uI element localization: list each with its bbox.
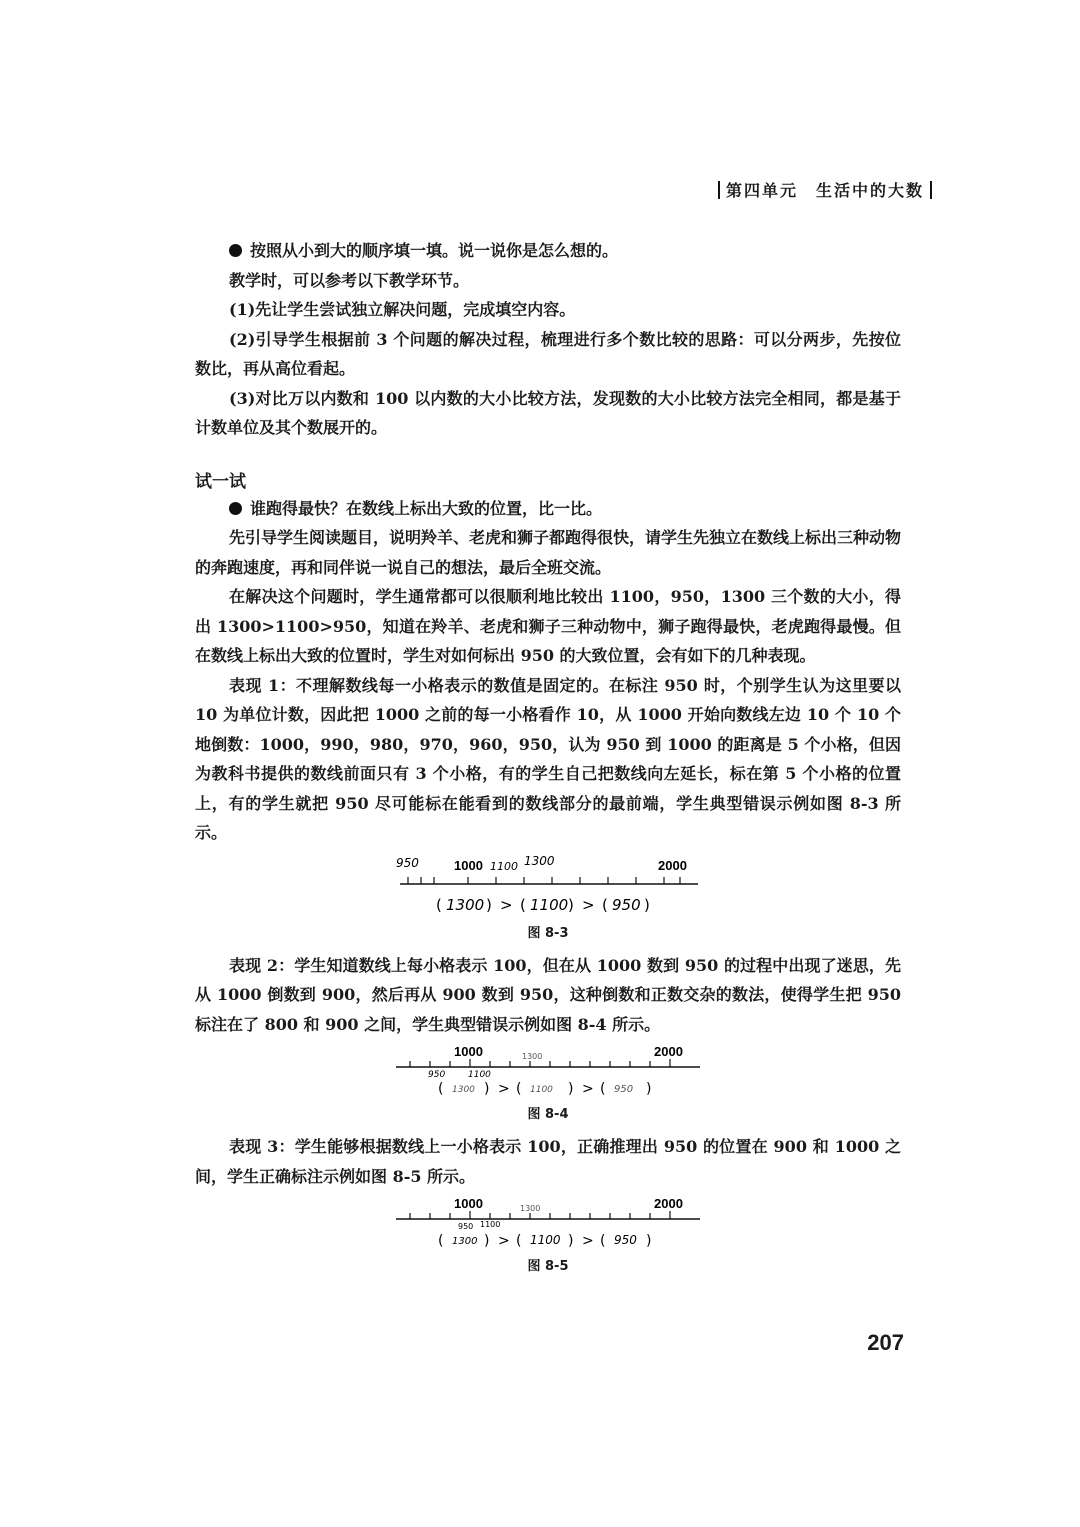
mark-1100: 1100	[468, 1070, 491, 1080]
number-line-8-4	[388, 1045, 708, 1101]
answer-second: 1100	[530, 1233, 561, 1247]
number-line-8-3	[388, 854, 708, 920]
section1-para-3: (2)引导学生根据前 3 个问题的解决过程，梳理进行多个数比较的思路：可以分两步，先按位数比，再从高位看起。	[195, 329, 901, 378]
paren-close-3: )	[644, 895, 650, 914]
paren-open-2: (	[516, 1081, 522, 1097]
paren-close-1: )	[484, 1233, 490, 1249]
answer-second: 1100	[530, 895, 569, 914]
tick-marks	[408, 877, 680, 884]
paren-close-3: )	[646, 1081, 652, 1097]
section1-bullet-text: 按照从小到大的顺序填一填。说一说你是怎么想的。	[250, 241, 619, 260]
mark-1100: 1100	[490, 859, 518, 873]
header-right-bar	[930, 181, 932, 199]
figure-8-5	[195, 1197, 901, 1274]
section1-para-4: (3)对比万以内数和 100 以内数的大小比较方法，发现数的大小比较方法完全相同，都是基于计数单位及其个数展开的。	[195, 388, 901, 437]
section2-bullet-text: 谁跑得最快？在数线上标出大致的位置，比一比。	[250, 498, 603, 518]
paren-open-1: (	[438, 1081, 444, 1097]
figure-8-3	[195, 854, 901, 941]
header-unit: 第四单元	[725, 181, 798, 200]
page-content	[195, 236, 901, 1284]
answer-first: 1300	[452, 1085, 475, 1095]
mark-1300: 1300	[522, 1052, 543, 1061]
paren-open-1: (	[436, 895, 442, 914]
header-title: 生活中的大数	[815, 181, 924, 200]
label-1000: 1000	[454, 1197, 483, 1211]
gt-2: >	[582, 1233, 594, 1249]
section2-para-5: 表现 3：学生能够根据数线上一小格表示 100，正确推理出 950 的位置在 900 和 1000 之间，学生正确标注示例如图 8-5 所示。	[195, 1137, 901, 1186]
label-1000: 1000	[454, 1045, 483, 1059]
paren-close-2: )	[568, 1081, 574, 1097]
paren-close-1: )	[486, 895, 492, 914]
figure-8-4	[195, 1045, 901, 1122]
label-2000: 2000	[658, 857, 687, 873]
section2-para-4: 表现 2：学生知道数线上每小格表示 100，但在从 1000 数到 950 的过程中出现了迷思，先从 1000 倒数到 900，然后再从 900 数到 950，这种倒数和正数交杂的数法，使得学生把 950 标注在了 800 和 900 之间，学生典型错误示例如图 8-4 所示。	[195, 955, 901, 1034]
header-left-bar	[718, 181, 720, 199]
label-2000: 2000	[654, 1197, 683, 1211]
section2-bullet	[195, 494, 901, 524]
paren-open-3: (	[602, 895, 608, 914]
paren-close-3: )	[646, 1233, 652, 1249]
answer-second: 1100	[530, 1085, 553, 1095]
running-header	[712, 178, 938, 201]
page-number: 207	[867, 1330, 904, 1355]
figure-caption-8-4: 图 8-4	[527, 1107, 569, 1122]
mark-1100: 1100	[480, 1220, 501, 1229]
gt-1: >	[498, 1081, 510, 1097]
paren-open-1: (	[438, 1233, 444, 1249]
bullet-icon	[229, 244, 242, 257]
mark-950: 950	[396, 855, 419, 870]
gt-1: >	[500, 895, 513, 914]
answer-third: 950	[612, 895, 641, 914]
section1-bullet	[195, 236, 901, 266]
answer-third: 950	[614, 1233, 637, 1247]
paren-open-3: (	[600, 1233, 606, 1249]
section2-para-3: 表现 1：不理解数线每一小格表示的数值是固定的。在标注 950 时，个别学生认为这里要以 10 为单位计数，因此把 1000 之前的每一小格看作 10，从 1000 开始向数线左边 10 个 10 个地倒数：1000，990，980，970，960，950，认为 950 到 1000 的距离是 5 个小格，但因为教科书提供的数线前面只有 3 个小格，有的学生自己把数线向左延长，标在第 5 个小格的位置上，有的学生就把 950 尽可能标在能看到的数线部分的最前端，学生典型错误示例如图 8-3 所示。	[195, 675, 901, 842]
section2-para-2: 在解决这个问题时，学生通常都可以很顺利地比较出 1100，950，1300 三个数的大小，得出 1300>1100>950，知道在羚羊、老虎和狮子三种动物中，狮子跑得最快，老虎跑得最慢。但在数线上标出大致的位置时，学生对如何标出 950 的大致位置，会有如下的几种表现。	[195, 587, 901, 665]
answer-row	[436, 896, 650, 914]
answer-first: 1300	[452, 1236, 478, 1247]
mark-950: 950	[428, 1070, 446, 1080]
label-1000: 1000	[454, 857, 483, 873]
mark-950: 950	[458, 1222, 474, 1231]
mark-1300: 1300	[524, 853, 555, 868]
mark-1300: 1300	[520, 1204, 541, 1213]
answer-first: 1300	[446, 895, 485, 914]
gt-2: >	[582, 1081, 594, 1097]
answer-row	[438, 1081, 651, 1097]
gt-1: >	[498, 1233, 510, 1249]
answer-row	[438, 1233, 651, 1249]
number-line-8-5	[388, 1197, 708, 1253]
paren-open-2: (	[520, 895, 526, 914]
paren-open-3: (	[600, 1081, 606, 1097]
figure-caption-8-3: 图 8-3	[527, 925, 569, 941]
section2-title: 试一试	[195, 471, 246, 492]
answer-third: 950	[614, 1084, 634, 1095]
label-2000: 2000	[654, 1045, 683, 1059]
gt-2: >	[582, 895, 595, 914]
section1-para-1: 教学时，可以参考以下教学环节。	[229, 270, 470, 290]
paren-close-2: )	[568, 1233, 574, 1249]
figure-caption-8-5: 图 8-5	[527, 1259, 569, 1274]
paren-open-2: (	[516, 1233, 522, 1249]
section2-para-1: 先引导学生阅读题目，说明羚羊、老虎和狮子都跑得很快，请学生先独立在数线上标出三种动物的奔跑速度，再和同伴说一说自己的想法，最后全班交流。	[195, 528, 902, 577]
paren-close-2: )	[568, 895, 574, 914]
paren-close-1: )	[484, 1081, 490, 1097]
bullet-icon	[229, 502, 242, 515]
section1-para-2: (1)先让学生尝试独立解决问题，完成填空内容。	[229, 300, 576, 319]
